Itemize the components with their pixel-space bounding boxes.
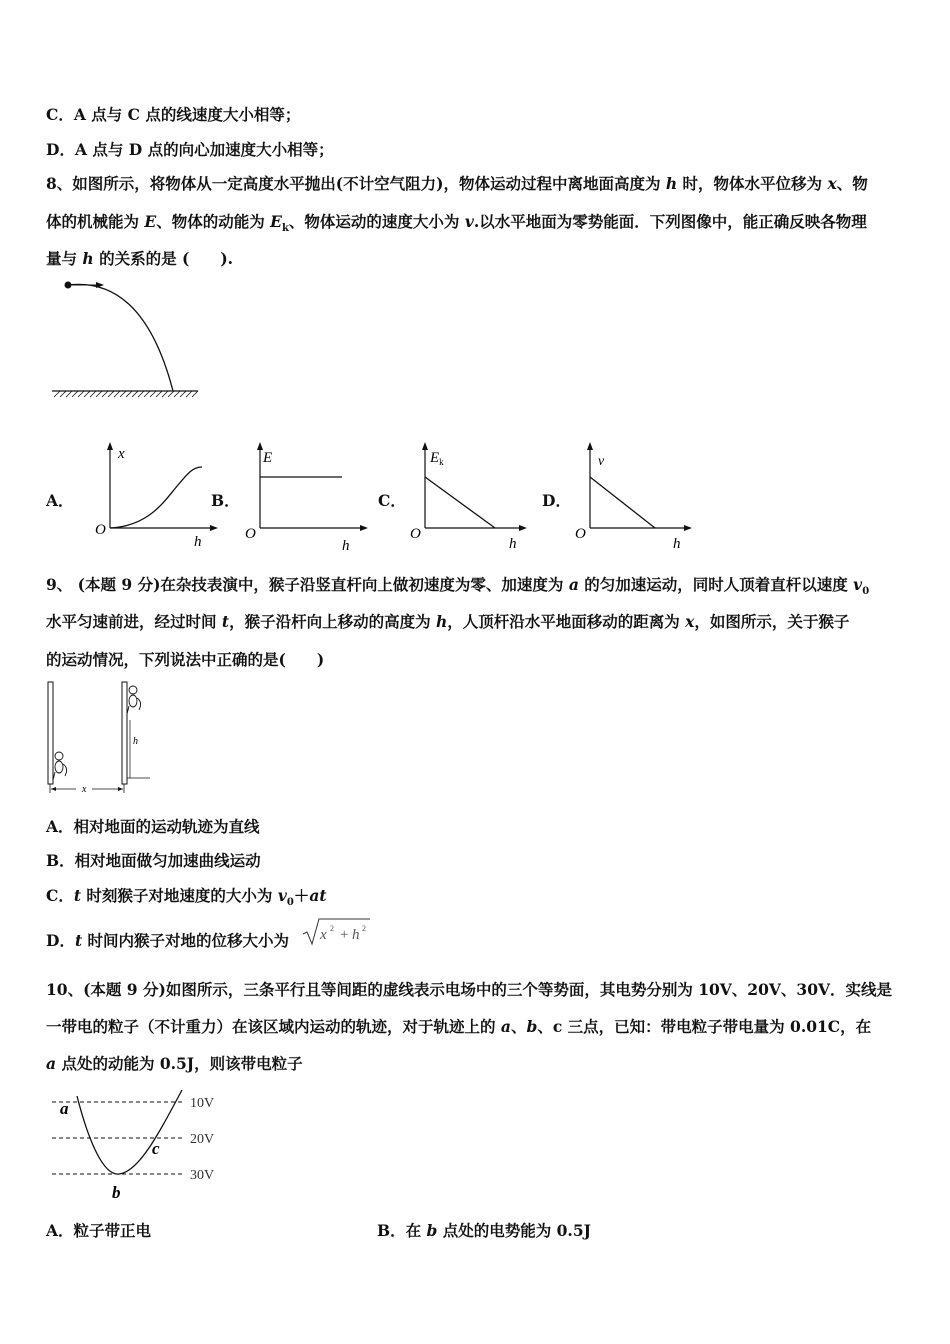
graph-d-line bbox=[590, 477, 655, 528]
graph-a-y-label: x bbox=[118, 446, 125, 462]
point-c-label: c bbox=[152, 1139, 160, 1158]
monkey-pole-figure bbox=[44, 680, 164, 800]
sqrt-radical bbox=[303, 919, 370, 944]
particle-trajectory bbox=[77, 1090, 182, 1174]
graph-c-line bbox=[425, 477, 495, 528]
svg-text:2: 2 bbox=[362, 924, 366, 933]
q10-option-a: A．粒子带正电 bbox=[46, 1221, 152, 1240]
graph-d-y-label: v bbox=[598, 454, 605, 469]
graph-a-origin: O bbox=[95, 522, 106, 538]
graph-a bbox=[90, 440, 220, 555]
svg-text:h: h bbox=[352, 927, 360, 943]
monkey-bottom-icon bbox=[53, 752, 67, 780]
projectile-trajectory bbox=[68, 284, 173, 391]
q9-option-c: C．t 时刻猴子对地速度的大小为 $v_0+at$ bbox=[46, 886, 327, 909]
q8-option-d-label: D． bbox=[542, 491, 571, 510]
graph-c-x-label: h bbox=[509, 536, 517, 552]
pole-initial bbox=[48, 682, 53, 784]
potential-label-10v: 10V bbox=[190, 1096, 215, 1111]
svg-text:+: + bbox=[340, 927, 349, 943]
graph-c bbox=[405, 440, 535, 555]
potential-label-20v: 20V bbox=[190, 1132, 215, 1147]
q9-option-d: D．t 时间内猴子对地的位移大小为 bbox=[46, 931, 290, 950]
graph-d bbox=[570, 440, 700, 555]
projectile-figure bbox=[48, 278, 208, 403]
equipotential-figure bbox=[44, 1088, 244, 1206]
graph-c-y-label: $E_k$ bbox=[430, 450, 444, 467]
figure-x-label: x bbox=[82, 784, 87, 795]
graph-a-curve bbox=[110, 467, 202, 528]
graph-b-y-label: E bbox=[263, 450, 273, 466]
q8-stem-line3: 量与 h 的关系的是 ( ). bbox=[46, 249, 234, 268]
point-a-label: a bbox=[60, 1099, 69, 1118]
svg-text:2: 2 bbox=[330, 924, 334, 933]
graph-d-x-label: h bbox=[673, 536, 681, 552]
q9-option-a: A．相对地面的运动轨迹为直线 bbox=[46, 817, 260, 836]
q10-stem-line1: 10、(本题 9 分)如图所示，三条平行且等间距的虚线表示电场中的三个等势面，其电势分别为 10V、20V、30V．实线是 bbox=[46, 980, 893, 999]
sqrt-expression bbox=[300, 916, 372, 948]
q10-stem-line2: 一带电的粒子（不计重力）在该区域内运动的轨迹，对于轨迹上的 a、b、c 三点，已知：带电粒子带电量为 0.01C，在 bbox=[46, 1017, 872, 1036]
q8-option-c-label: C． bbox=[378, 491, 406, 510]
q8-stem-line2: 体的机械能为 E、物体的动能为 $E_k$、物体运动的速度大小为 v.以水平地面为零势能面．下列图像中，能正确反映各物理 bbox=[46, 212, 867, 235]
figure-h-label: h bbox=[133, 736, 138, 747]
graph-b bbox=[240, 440, 370, 555]
point-b-label: b bbox=[112, 1183, 121, 1202]
pole-final bbox=[122, 682, 127, 784]
graph-a-x-label: h bbox=[194, 534, 202, 550]
q8-stem-line1: 8、如图所示，将物体从一定高度水平抛出(不计空气阻力)，物体运动过程中离地面高度为 h 时，物体水平位移为 x、物 bbox=[46, 174, 868, 193]
q9-stem-line1: 9、 (本题 9 分)在杂技表演中，猴子沿竖直杆向上做初速度为零、加速度为 a 的匀加速运动，同时人顶着直杆以速度 $v_0$ bbox=[46, 575, 870, 598]
q8-option-a-label: A． bbox=[46, 491, 74, 510]
q7-option-d: D．A 点与 D 点的向心加速度大小相等； bbox=[46, 140, 334, 159]
q9-stem-line3: 的运动情况，下列说法中正确的是( ) bbox=[46, 650, 325, 669]
q10-stem-line3: a 点处的动能为 0.5J，则该带电粒子 bbox=[46, 1054, 303, 1073]
potential-label-30v: 30V bbox=[190, 1168, 215, 1183]
graph-d-origin: O bbox=[575, 526, 586, 542]
graph-b-x-label: h bbox=[342, 538, 350, 554]
q9-stem-line2: 水平匀速前进，经过时间 t，猴子沿杆向上移动的高度为 h，人顶杆沿水平地面移动的距离为 x，如图所示，关于猴子 bbox=[46, 612, 850, 631]
ground-hatching bbox=[54, 391, 198, 397]
q9-option-b: B．相对地面做匀加速曲线运动 bbox=[46, 851, 261, 870]
q8-option-b-label: B． bbox=[211, 491, 240, 510]
graph-b-origin: O bbox=[245, 526, 256, 542]
monkey-top-icon bbox=[127, 686, 141, 714]
svg-text:x: x bbox=[320, 927, 327, 943]
q10-option-b: B．在 b 点处的电势能为 0.5J bbox=[377, 1221, 591, 1240]
graph-c-origin: O bbox=[410, 526, 421, 542]
q7-option-c: C．A 点与 C 点的线速度大小相等； bbox=[46, 105, 301, 124]
